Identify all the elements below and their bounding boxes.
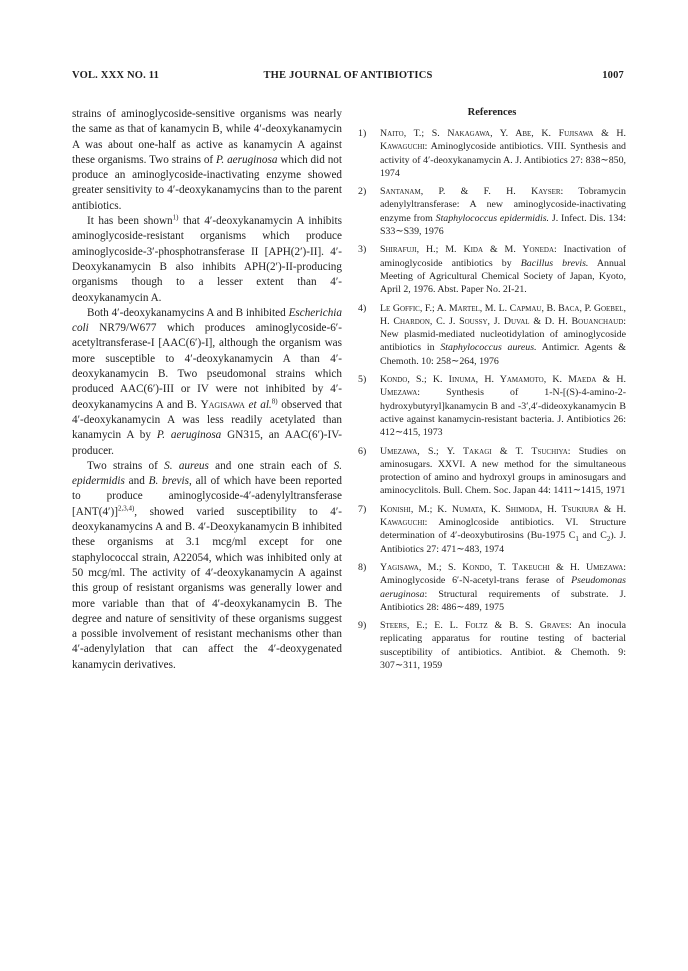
species-name: Escherichia coli xyxy=(72,306,342,335)
reference-authors: Santanam, P. & F. H. Kayser: xyxy=(380,186,564,198)
references-heading: References xyxy=(467,107,517,118)
text-run: Inactivation of aminoglycoside antibiotics by xyxy=(380,244,626,269)
paragraph-4 xyxy=(72,459,342,673)
reference-text xyxy=(380,561,626,614)
species-name: Bacillus brevis. xyxy=(520,257,589,269)
text-run: Aminoglycoside antibiotics. VIII. Synthesis and activity of 4′-deoxykanamycin A. J. Antibiotics 27: 838∼850, 1974 xyxy=(380,141,626,179)
text-run: ). J. Antibiotics 27: 471∼483, 1974 xyxy=(380,530,626,555)
species-name: S. aureus xyxy=(164,459,209,472)
species-name: Staphylococcus aureus. xyxy=(440,342,537,354)
text-run: Studies on aminosugars. XXVI. A new method for the simultaneous protection of amino and hydroxyl groups in aminosugars and aminocyclitols. Bull. Chem. Soc. Japan 44: 1411∼1415, 1971 xyxy=(380,445,626,497)
text-run: Antimicr. Agents & Chemoth. 10: 258∼264, 1976 xyxy=(380,342,626,367)
reference-item xyxy=(358,561,626,614)
text-run: NR79/W677 which produces aminoglycoside-6′-acetyltransferase-I [AAC(6′)-I], although the organism was more susceptible to 4′-deoxykanamycin A than 4′-deoxykanamycin B. Two pseudomonal strains which produced AAC(6′)-III or IV were not inhibited by 4′-deoxykanamycins A and B. xyxy=(72,322,342,411)
journal-title: THE JOURNAL OF ANTIBIOTICS xyxy=(263,70,433,81)
reference-text xyxy=(380,185,626,238)
text-run: and one strain each of xyxy=(208,459,334,472)
text-run: Annual Meeting of Agricultural Chemical Society of Japan, Kyoto, April 2, 1976. Abst. Paper No. 2I-21. xyxy=(380,257,626,296)
reference-authors: Shirafuji, H.; M. Kida & M. Yoneda: xyxy=(380,244,557,256)
reference-item xyxy=(358,373,626,439)
species-name: P. aeruginosa xyxy=(216,153,278,166)
reference-authors: Naito, T.; S. Nakagawa, Y. Abe, K. Fujisawa & H. Kawaguchi: xyxy=(380,128,626,153)
reference-authors: Steers, E.; E. L. Foltz & B. S. Graves: xyxy=(380,620,572,632)
reference-number: 4) xyxy=(358,302,367,314)
text-run: An inocula replicating apparatus for routine testing of bacterial susceptibility of antibiotics. Antibiot. & Chemoth. 9: 307∼311, 1959 xyxy=(380,620,626,671)
species-name: B. brevis xyxy=(148,475,189,488)
text-run: , all of which have been reported to produce aminoglycoside-4′-adenylyltransferase [ANT(4′)] xyxy=(72,475,342,518)
text-run: Tobramycin adenylyltransferase: A new aminoglycoside-inactivating enzyme from xyxy=(380,186,626,224)
reference-item xyxy=(358,127,626,180)
reference-item xyxy=(358,619,626,672)
species-name: S. epidermidis xyxy=(72,459,342,488)
text-run: observed that 4′-deoxykanamycin A was less readily acetylated than kanamycin A by xyxy=(72,398,342,442)
text-run: strains of aminoglycoside-sensitive organisms was nearly the same as that of kanamycin B, while 4′-deoxykanamycin A was about one-half as active as kanamycin A against these organisms. Two strains of xyxy=(72,108,342,166)
reference-item xyxy=(358,503,626,556)
reference-text xyxy=(380,373,626,439)
species-name: Pseudomonas aeruginosa xyxy=(380,575,626,600)
reference-text xyxy=(380,127,626,180)
reference-text xyxy=(380,302,626,368)
author-name: Yagisawa xyxy=(200,398,245,411)
species-name: Staphylococcus epidermidis. xyxy=(435,212,550,224)
paragraph-3 xyxy=(72,306,342,459)
reference-item xyxy=(358,445,626,498)
reference-item xyxy=(358,185,626,238)
running-header xyxy=(72,70,624,86)
reference-number: 5) xyxy=(358,374,367,386)
reference-authors: Konishi, M.; K. Numata, K. Shimoda, H. Tsukiura & H. Kawaguchi: xyxy=(380,503,626,529)
citation-marker: 1) xyxy=(172,213,179,222)
reference-number: 2) xyxy=(358,186,367,198)
paragraph-1 xyxy=(72,107,342,214)
species-name: P. aeruginosa xyxy=(156,429,222,442)
reference-item xyxy=(358,243,626,296)
subscript: 2 xyxy=(606,535,611,544)
text-run: Aminoglycoside 6′-N-acetyl-trans ferase of xyxy=(380,575,572,587)
volume-label: VOL. XXX NO. 11 xyxy=(72,70,160,81)
text-run: It has been shown xyxy=(87,215,173,228)
text-run: New plasmid-mediated nucleotidylation of aminoglycoside antibiotics in xyxy=(380,329,626,354)
text-run: J. Infect. Dis. 134: S33∼S39, 1976 xyxy=(380,212,626,238)
text-run: : Structural requirements of substrate. J. Antibiotics 28: 486∼489, 1975 xyxy=(380,588,626,613)
text-run: and xyxy=(124,475,149,488)
subscript: 1 xyxy=(575,535,579,544)
reference-text xyxy=(380,619,626,672)
reference-number: 1) xyxy=(358,128,367,139)
text-run: , showed varied susceptibility to 4′-deoxykanamycins A and B. 4′-Deoxykanamycin B inhibited these organisms at 3.1 mcg/ml except for one staphylococcal strain, A22054, which was inhibited only at 50 mcg/ml. The activity of 4′-deoxykanamycin A against this group of resistant organisms was generally lower and more variable than that of 4′-deoxykanamycin B. The degree and nature of sensitivity of these organisms suggest a possible involvement of resistant mechanisms other than 4′-adenylylation that can affect the 4′-deoxygenated kanamycin derivatives. xyxy=(72,505,342,671)
reference-text xyxy=(380,503,626,556)
text-run: Synthesis of 1-N-[(S)-4-amino-2-hydroxybutyryl]kanamycin B and -3′,4′-dideoxykanamycin B active against kanamycin-resistant bacteria. J. Antibiotics 26: 412∼415, 1973 xyxy=(380,387,626,439)
reference-text xyxy=(380,243,626,296)
text-run: Both 4′-deoxykanamycins A and B inhibited xyxy=(87,306,289,319)
reference-number: 6) xyxy=(358,445,367,457)
reference-authors: Yagisawa, M.; S. Kondo, T. Takeuchi & H. Umezawa: xyxy=(380,561,626,573)
reference-number: 7) xyxy=(358,503,367,515)
body-text-column xyxy=(72,107,342,673)
reference-item xyxy=(358,302,626,368)
text-run: that 4′-deoxykanamycin A inhibits aminoglycoside-resistant organisms which produce aminoglycoside-3′-phosphotransferase II [APH(2′)-II]. 4′-Deoxykanamycin B also inhibits APH(2′)-II-producing organisms though to a lesser extent than 4′-deoxykanamycin A. xyxy=(72,215,342,304)
paragraph-2 xyxy=(72,214,342,306)
reference-number: 8) xyxy=(358,561,367,573)
reference-text xyxy=(380,445,626,498)
citation-marker: 8) xyxy=(271,396,278,405)
citation-marker: 2,3,4) xyxy=(117,503,135,512)
reference-authors: Le Goffic, F.; A. Martel, M. L. Capmau, B. Baca, P. Goebel, H. Chardon, C. J. Soussy, J. Duval & D. H. Bouanchaud: xyxy=(380,302,626,327)
reference-authors: Umezawa, S.; Y. Takagi & T. Tsuchiya: xyxy=(380,445,571,457)
page-number: 1007 xyxy=(602,70,624,81)
et-al: et al. xyxy=(244,398,272,411)
references-column xyxy=(358,107,626,677)
reference-number: 3) xyxy=(358,244,367,256)
text-run: GN315, an AAC(6′)-IV-producer. xyxy=(72,429,342,457)
text-run: Two strains of xyxy=(87,459,165,472)
reference-authors: Kondo, S.; K. Iinuma, H. Yamamoto, K. Maeda & H. Umezawa: xyxy=(380,374,626,399)
text-run: Aminoglcoside antibiotics. VI. Structure determination of 4′-deoxybutirosins (Bu-1975 C xyxy=(380,517,626,542)
text-run: and C xyxy=(578,530,607,542)
text-run: which did not produce an aminoglycoside-inactivating enzyme showed greater sensitivity to 4′-deoxykanamycins than to the parent antibiotics. xyxy=(72,153,343,212)
reference-number: 9) xyxy=(358,620,367,632)
